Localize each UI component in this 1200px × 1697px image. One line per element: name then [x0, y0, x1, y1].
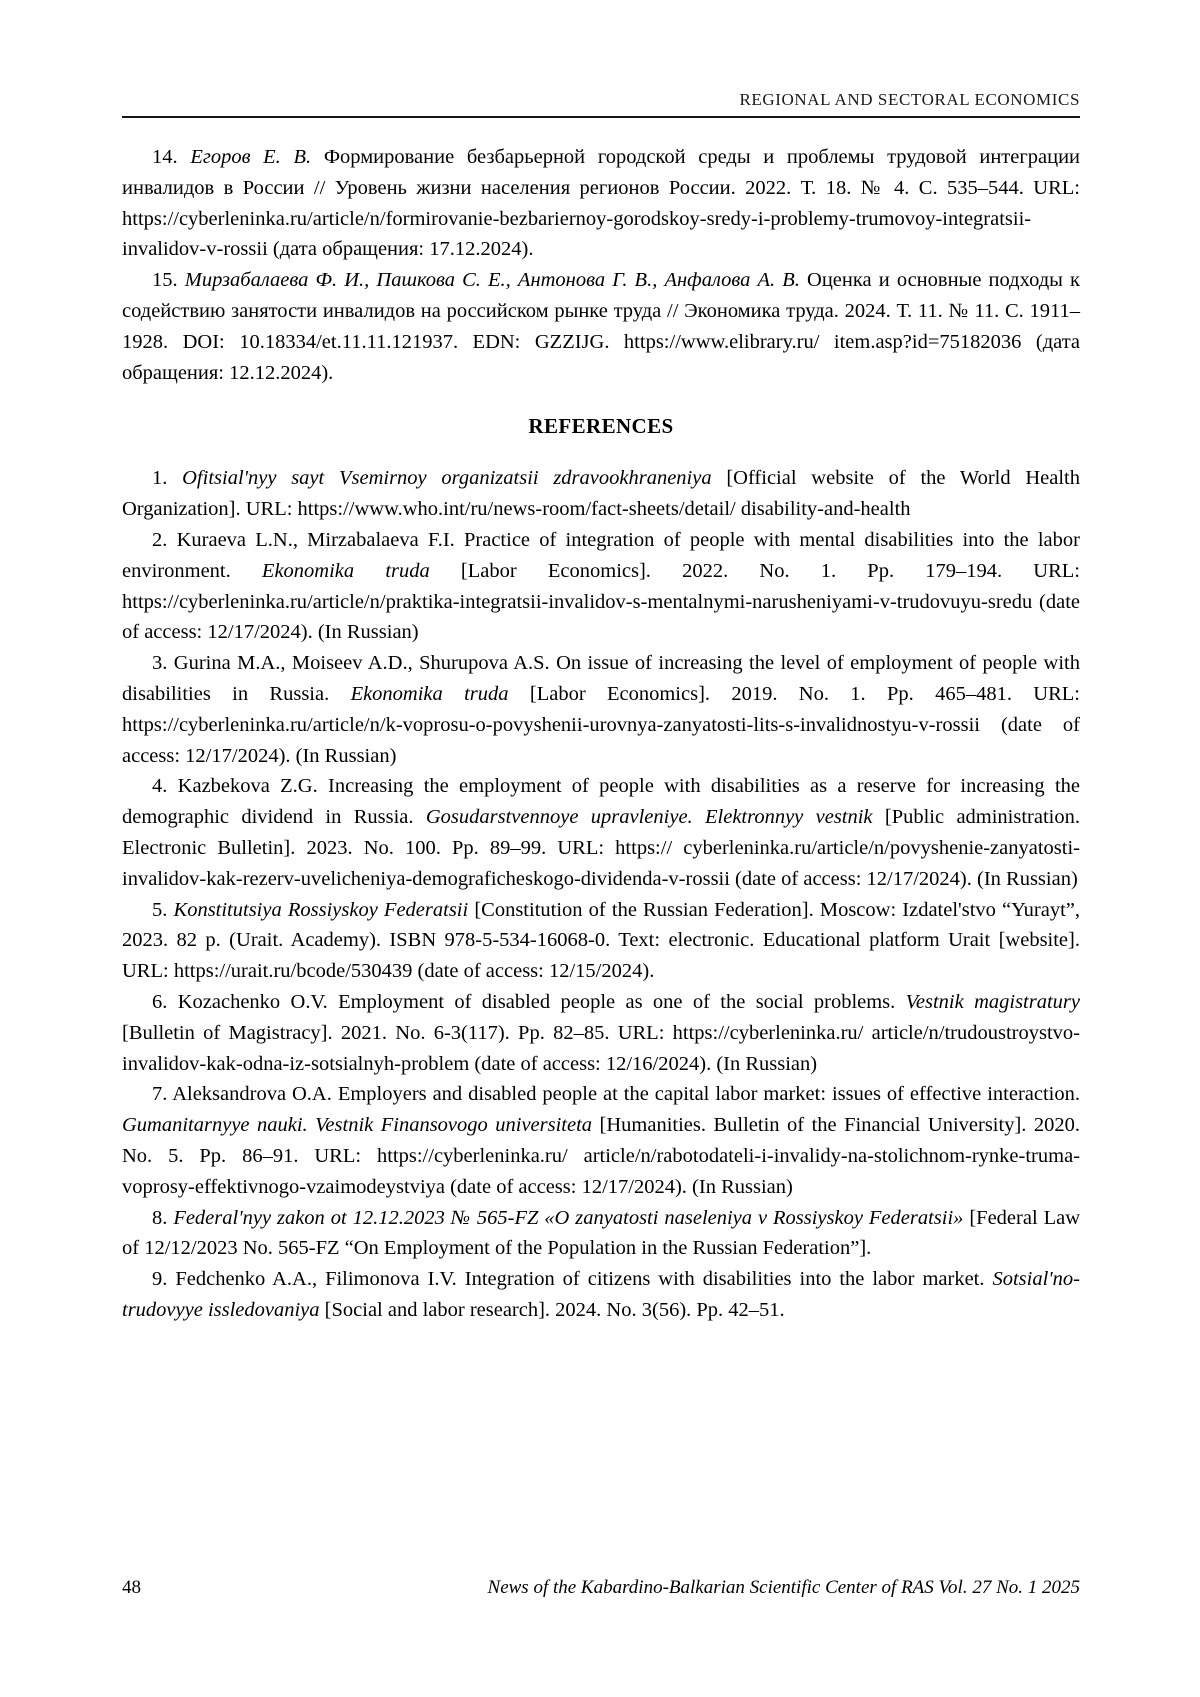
- italic-run: Gosudarstvennoye upravleniye. Elektronnyy vestnik: [425, 806, 873, 829]
- text-run: [Labor Economics]. 2022. No. 1. Pp. 179–194. URL: https://cyberleninka.ru/article/n/praktika-integratsii-invalidov-s-mentalnymi-narusheniyami-v-trudovuyu-sredu (date of access: 12/17/2024). (In Russian): [122, 559, 1080, 644]
- text-run: 14.: [152, 146, 191, 168]
- text-run: 5.: [152, 898, 174, 921]
- italic-run: Егоров Е. В.: [190, 146, 312, 168]
- italic-run: Мирзабалаева Ф. И., Пашкова С. Е., Антонова Г. В., Анфалова А. В.: [184, 269, 800, 292]
- italic-run: Ekonomika truda: [350, 682, 509, 705]
- reference-item: [122, 463, 1080, 525]
- text-run: [Constitution of the Russian Federation]. Moscow: Izdatel'stvo “Yurayt”, 2023. 82 p. (Urait. Academy). ISBN 978-5-534-16068-0. Text: electronic. Educational platform Urait [website]. URL: https://urait.ru/bcode/530439 (date of access: 12/15/2024).: [122, 898, 1081, 983]
- reference-item: [122, 648, 1080, 771]
- text-run: 9. Fedchenko A.A., Filimonova I.V. Integration of citizens with disabilities into the labor market.: [152, 1268, 993, 1291]
- references-section: [122, 463, 1080, 1325]
- reference-item: [122, 265, 1080, 388]
- text-run: 1.: [152, 467, 183, 490]
- text-run: Формирование безбарьерной городской среды и проблемы трудовой интеграции инвалидов в России // Уровень жизни населения регионов России. 2022. Т. 18. № 4. С. 535–544. URL: https://cyberleninka.ru/article/n/formirovanie-bezbariernoy-gorodskoy-sredy-i-problemy-trumovoy-integratsii-invalidov-v-rossii (дата обращения: 17.12.2024).: [122, 146, 1081, 261]
- italic-run: Gumanitarnyye nauki. Vestnik Finansovogo universiteta: [122, 1114, 593, 1137]
- references-heading: REFERENCES: [528, 414, 674, 439]
- reference-item: [122, 771, 1080, 894]
- text-run: [Labor Economics]. 2019. No. 1. Pp. 465–481. URL: https://cyberleninka.ru/article/n/k-voprosu-o-povyshenii-urovnya-zanyatosti-lits-s-invalidnostyu-v-rossii (date of access: 12/17/2024). (In Russian): [122, 682, 1081, 767]
- text-run: 4. Kazbekova Z.G. Increasing the employment of people with disabilities as a reserve for increasing the demographic dividend in Russia.: [122, 775, 1080, 829]
- reference-item: [122, 987, 1080, 1079]
- italic-run: Konstitutsiya Rossiyskoy Federatsii: [173, 898, 469, 921]
- text-run: Оценка и основные подходы к содействию занятости инвалидов на российском рынке труда // Экономика труда. 2024. Т. 11. № 11. С. 1911–1928. DOI: 10.18334/et.11.11.121937. EDN: GZZIJG. https://www.elibrary.ru/ item.asp?id=75182036 (дата обращения: 12.12.2024).: [122, 269, 1081, 384]
- text-run: 7. Aleksandrova O.A. Employers and disabled people at the capital labor market: issues of effective interaction.: [152, 1083, 1080, 1106]
- reference-item: [122, 525, 1080, 648]
- italic-run: Sotsial'no-trudovyye issledovaniya: [122, 1268, 1080, 1321]
- running-header-title: REGIONAL AND SECTORAL ECONOMICS: [739, 90, 1080, 109]
- page-content: [122, 0, 1080, 1326]
- text-run: [Federal Law of 12/12/2023 No. 565-FZ “On Employment of the Population in the Russian Federation”].: [122, 1206, 1080, 1260]
- italic-run: Ekonomika truda: [261, 559, 430, 582]
- text-run: [Official website of the World Health Organization]. URL: https://www.who.int/ru/news-room/fact-sheets/detail/ disability-and-health: [122, 467, 1080, 521]
- text-run: [Public administration. Electronic Bulletin]. 2023. No. 100. Pp. 89–99. URL: https:// cyberleninka.ru/article/n/povyshenie-zanyatosti-invalidov-kak-rezerv-uvelicheniya-demograficheskogo-dividenda-v-rossii (date of access: 12/17/2024). (In Russian): [122, 806, 1080, 890]
- page-footer: [122, 1577, 1080, 1599]
- text-run: 2. Kuraeva L.N., Mirzabalaeva F.I. Practice of integration of people with mental disabilities into the labor environment.: [122, 528, 1080, 582]
- reference-item: [122, 1264, 1080, 1326]
- text-run: [Humanities. Bulletin of the Financial University]. 2020. No. 5. Pp. 86–91. URL: https://cyberleninka.ru/ article/n/rabotodateli-i-invalidy-na-stolichnom-rynke-truma-voprosy-effektivnogo-vzaimodeystviya (date of access: 12/17/2024). (In Russian): [122, 1114, 1081, 1198]
- text-run: 15.: [152, 269, 185, 292]
- text-run: [Bulletin of Magistracy]. 2021. No. 6-3(117). Pp. 82–85. URL: https://cyberleninka.ru/ article/n/trudoustroystvo-invalidov-kak-odna-iz-sotsialnyh-problem (date of access: 12/16/2024). (In Russian): [122, 1021, 1080, 1075]
- text-run: [Social and labor research]. 2024. No. 3(56). Pp. 42–51.: [319, 1298, 785, 1321]
- header-rule: [122, 116, 1080, 118]
- text-run: 8.: [152, 1206, 174, 1229]
- reference-item: [122, 895, 1080, 987]
- journal-footer-line: News of the Kabardino-Balkarian Scientific Center of RAS Vol. 27 No. 1 2025: [487, 1577, 1080, 1598]
- italic-run: Ofitsial'nyy sayt Vsemirnoy organizatsii zdravookhraneniya: [182, 467, 712, 490]
- reference-item: [122, 1203, 1080, 1265]
- italic-run: Federal'nyy zakon ot 12.12.2023 № 565-FZ «O zanyatosti naseleniya v Rossiyskoy Federatsii»: [173, 1206, 964, 1229]
- russian-references-section: [122, 142, 1080, 388]
- text-run: 3. Gurina M.A., Moiseev A.D., Shurupova A.S. On issue of increasing the level of employment of people with disabilities in Russia.: [122, 652, 1080, 705]
- italic-run: Vestnik magistratury: [905, 990, 1081, 1013]
- page-number: 48: [122, 1577, 141, 1598]
- reference-item: [122, 1079, 1080, 1202]
- text-run: 6. Kozachenko O.V. Employment of disabled people as one of the social problems.: [152, 990, 906, 1013]
- reference-item: [122, 142, 1080, 265]
